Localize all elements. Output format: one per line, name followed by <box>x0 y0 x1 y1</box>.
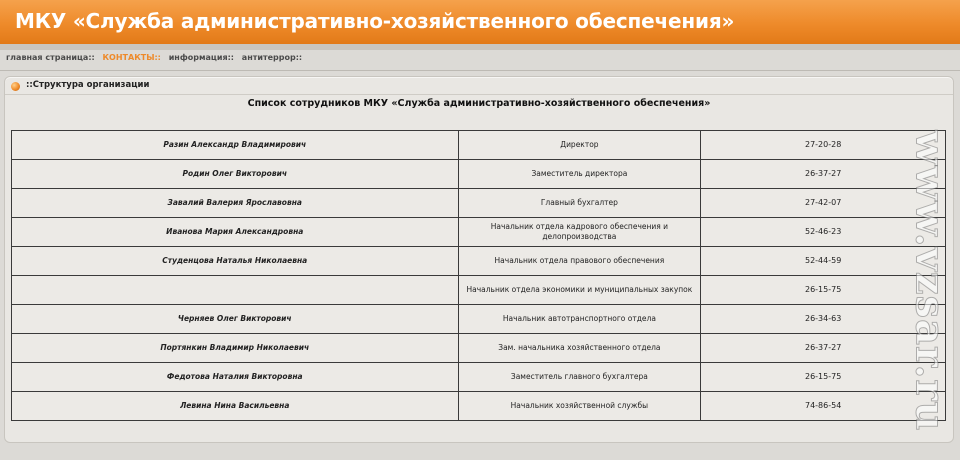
staff-position-cell: Начальник отдела правового обеспечения <box>458 247 701 276</box>
header-divider <box>0 44 960 50</box>
staff-name-cell: Иванова Мария Александровна <box>12 218 459 247</box>
staff-position-cell: Начальник отдела экономики и муниципальных закупок <box>458 276 701 305</box>
staff-position-cell: Заместитель главного бухгалтера <box>458 363 701 392</box>
page-title: Список сотрудников МКУ «Служба административно-хозяйственного обеспечения» <box>247 98 711 109</box>
nav-divider <box>0 70 960 71</box>
staff-position-cell: Директор <box>458 131 701 160</box>
staff-phone-cell: 27-20-28 <box>701 131 946 160</box>
table-row <box>12 276 946 305</box>
orange-bullet-icon <box>11 82 20 91</box>
panel-title: ::Структура организации <box>26 80 150 90</box>
staff-phone-cell: 26-15-75 <box>701 276 946 305</box>
staff-position-cell: Зам. начальника хозяйственного отдела <box>458 334 701 363</box>
table-row <box>12 160 946 189</box>
staff-position-cell: Начальник автотранспортного отдела <box>458 305 701 334</box>
staff-name-cell: Портянкин Владимир Николаевич <box>12 334 459 363</box>
staff-name-cell: Левина Нина Васильевна <box>12 392 459 421</box>
site-title: МКУ «Служба административно-хозяйственного обеспечения» <box>15 9 735 33</box>
staff-name-cell <box>12 276 459 305</box>
staff-phone-cell: 26-15-75 <box>701 363 946 392</box>
staff-phone-cell: 52-46-23 <box>701 218 946 247</box>
staff-table <box>11 130 946 421</box>
staff-phone-cell: 27-42-07 <box>701 189 946 218</box>
staff-phone-cell: 26-34-63 <box>701 305 946 334</box>
table-row <box>12 218 946 247</box>
staff-phone-cell: 52-44-59 <box>701 247 946 276</box>
table-row <box>12 131 946 160</box>
nav-item-information[interactable]: информация:: <box>168 53 234 62</box>
top-navigation <box>6 53 307 67</box>
table-row <box>12 392 946 421</box>
staff-position-cell: Заместитель директора <box>458 160 701 189</box>
staff-phone-cell: 26-37-27 <box>701 160 946 189</box>
staff-position-cell: Начальник хозяйственной службы <box>458 392 701 421</box>
nav-item-contacts[interactable]: КОНТАКТЫ:: <box>102 53 161 62</box>
site-header <box>0 0 960 44</box>
watermark <box>907 116 953 446</box>
staff-name-cell: Студенцова Наталья Николаевна <box>12 247 459 276</box>
staff-name-cell: Завалий Валерия Ярославовна <box>12 189 459 218</box>
staff-name-cell: Черняев Олег Викторович <box>12 305 459 334</box>
staff-position-cell: Начальник отдела кадрового обеспечения и делопроизводства <box>458 218 701 247</box>
table-row <box>12 363 946 392</box>
staff-name-cell: Федотова Наталия Викторовна <box>12 363 459 392</box>
table-row <box>12 334 946 363</box>
content-panel <box>4 76 954 443</box>
watermark-text: www.vzsar.ru <box>906 130 954 432</box>
table-row <box>12 305 946 334</box>
nav-item-antiterror[interactable]: антитеррор:: <box>241 53 303 62</box>
table-row <box>12 189 946 218</box>
staff-position-cell: Главный бухгалтер <box>458 189 701 218</box>
table-row <box>12 247 946 276</box>
staff-name-cell: Разин Александр Владимирович <box>12 131 459 160</box>
panel-divider <box>5 94 953 95</box>
staff-name-cell: Родин Олег Викторович <box>12 160 459 189</box>
staff-phone-cell: 74-86-54 <box>701 392 946 421</box>
nav-item-home[interactable]: главная страница:: <box>6 53 95 62</box>
staff-phone-cell: 26-37-27 <box>701 334 946 363</box>
